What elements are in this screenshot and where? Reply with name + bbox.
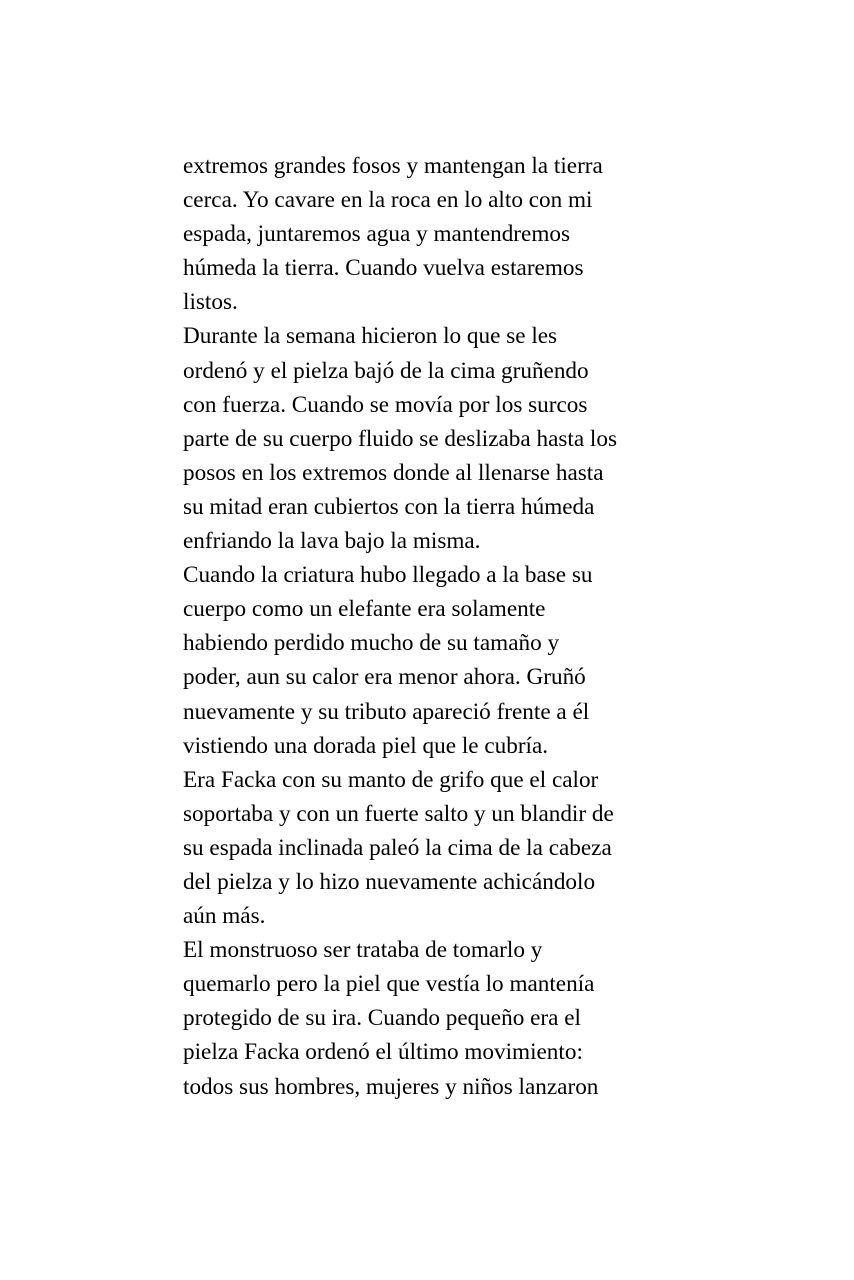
text-line: listos. xyxy=(183,289,238,316)
text-line: ordenó y el pielza bajó de la cima gruñendo xyxy=(183,357,589,384)
text-line: quemarlo pero la piel que vestía lo mantenía xyxy=(183,971,595,998)
text-line: cerca. Yo cavare en la roca en lo alto con mi xyxy=(183,187,593,214)
text-line: posos en los extremos donde al llenarse hasta xyxy=(183,459,604,486)
text-line: protegido de su ira. Cuando pequeño era el xyxy=(183,1005,581,1032)
text-line: soportaba y con un fuerte salto y un blandir de xyxy=(183,800,614,827)
body-text xyxy=(183,149,683,1104)
text-line: El monstruoso ser trataba de tomarlo y xyxy=(183,937,543,964)
text-line: enfriando la lava bajo la misma. xyxy=(183,528,481,555)
text-line: todos sus hombres, mujeres y niños lanzaron xyxy=(183,1073,599,1100)
text-line: poder, aun su calor era menor ahora. Gruñó xyxy=(183,664,586,691)
text-line: del pielza y lo hizo nuevamente achicándolo xyxy=(183,868,596,895)
text-line: vistiendo una dorada piel que le cubría. xyxy=(183,732,549,759)
text-line: espada, juntaremos agua y mantendremos xyxy=(183,221,570,248)
text-line: con fuerza. Cuando se movía por los surcos xyxy=(183,391,588,418)
text-line: Durante la semana hicieron lo que se les xyxy=(183,323,558,350)
text-line: habiendo perdido mucho de su tamaño y xyxy=(183,630,560,657)
text-line: su mitad eran cubiertos con la tierra húmeda xyxy=(183,493,595,520)
text-line: cuerpo como un elefante era solamente xyxy=(183,596,546,623)
text-line: pielza Facka ordenó el último movimiento: xyxy=(183,1039,583,1066)
text-line: aún más. xyxy=(183,903,266,930)
text-line: parte de su cuerpo fluido se deslizaba hasta los xyxy=(183,425,617,452)
text-line: Cuando la criatura hubo llegado a la base su xyxy=(183,562,593,589)
text-line: extremos grandes fosos y mantengan la tierra xyxy=(183,153,603,179)
text-line: Era Facka con su manto de grifo que el calor xyxy=(183,766,599,793)
text-line: húmeda la tierra. Cuando vuelva estaremos xyxy=(183,255,584,282)
text-line: su espada inclinada paleó la cima de la cabeza xyxy=(183,834,612,861)
text-line: nuevamente y su tributo apareció frente a él xyxy=(183,698,590,725)
